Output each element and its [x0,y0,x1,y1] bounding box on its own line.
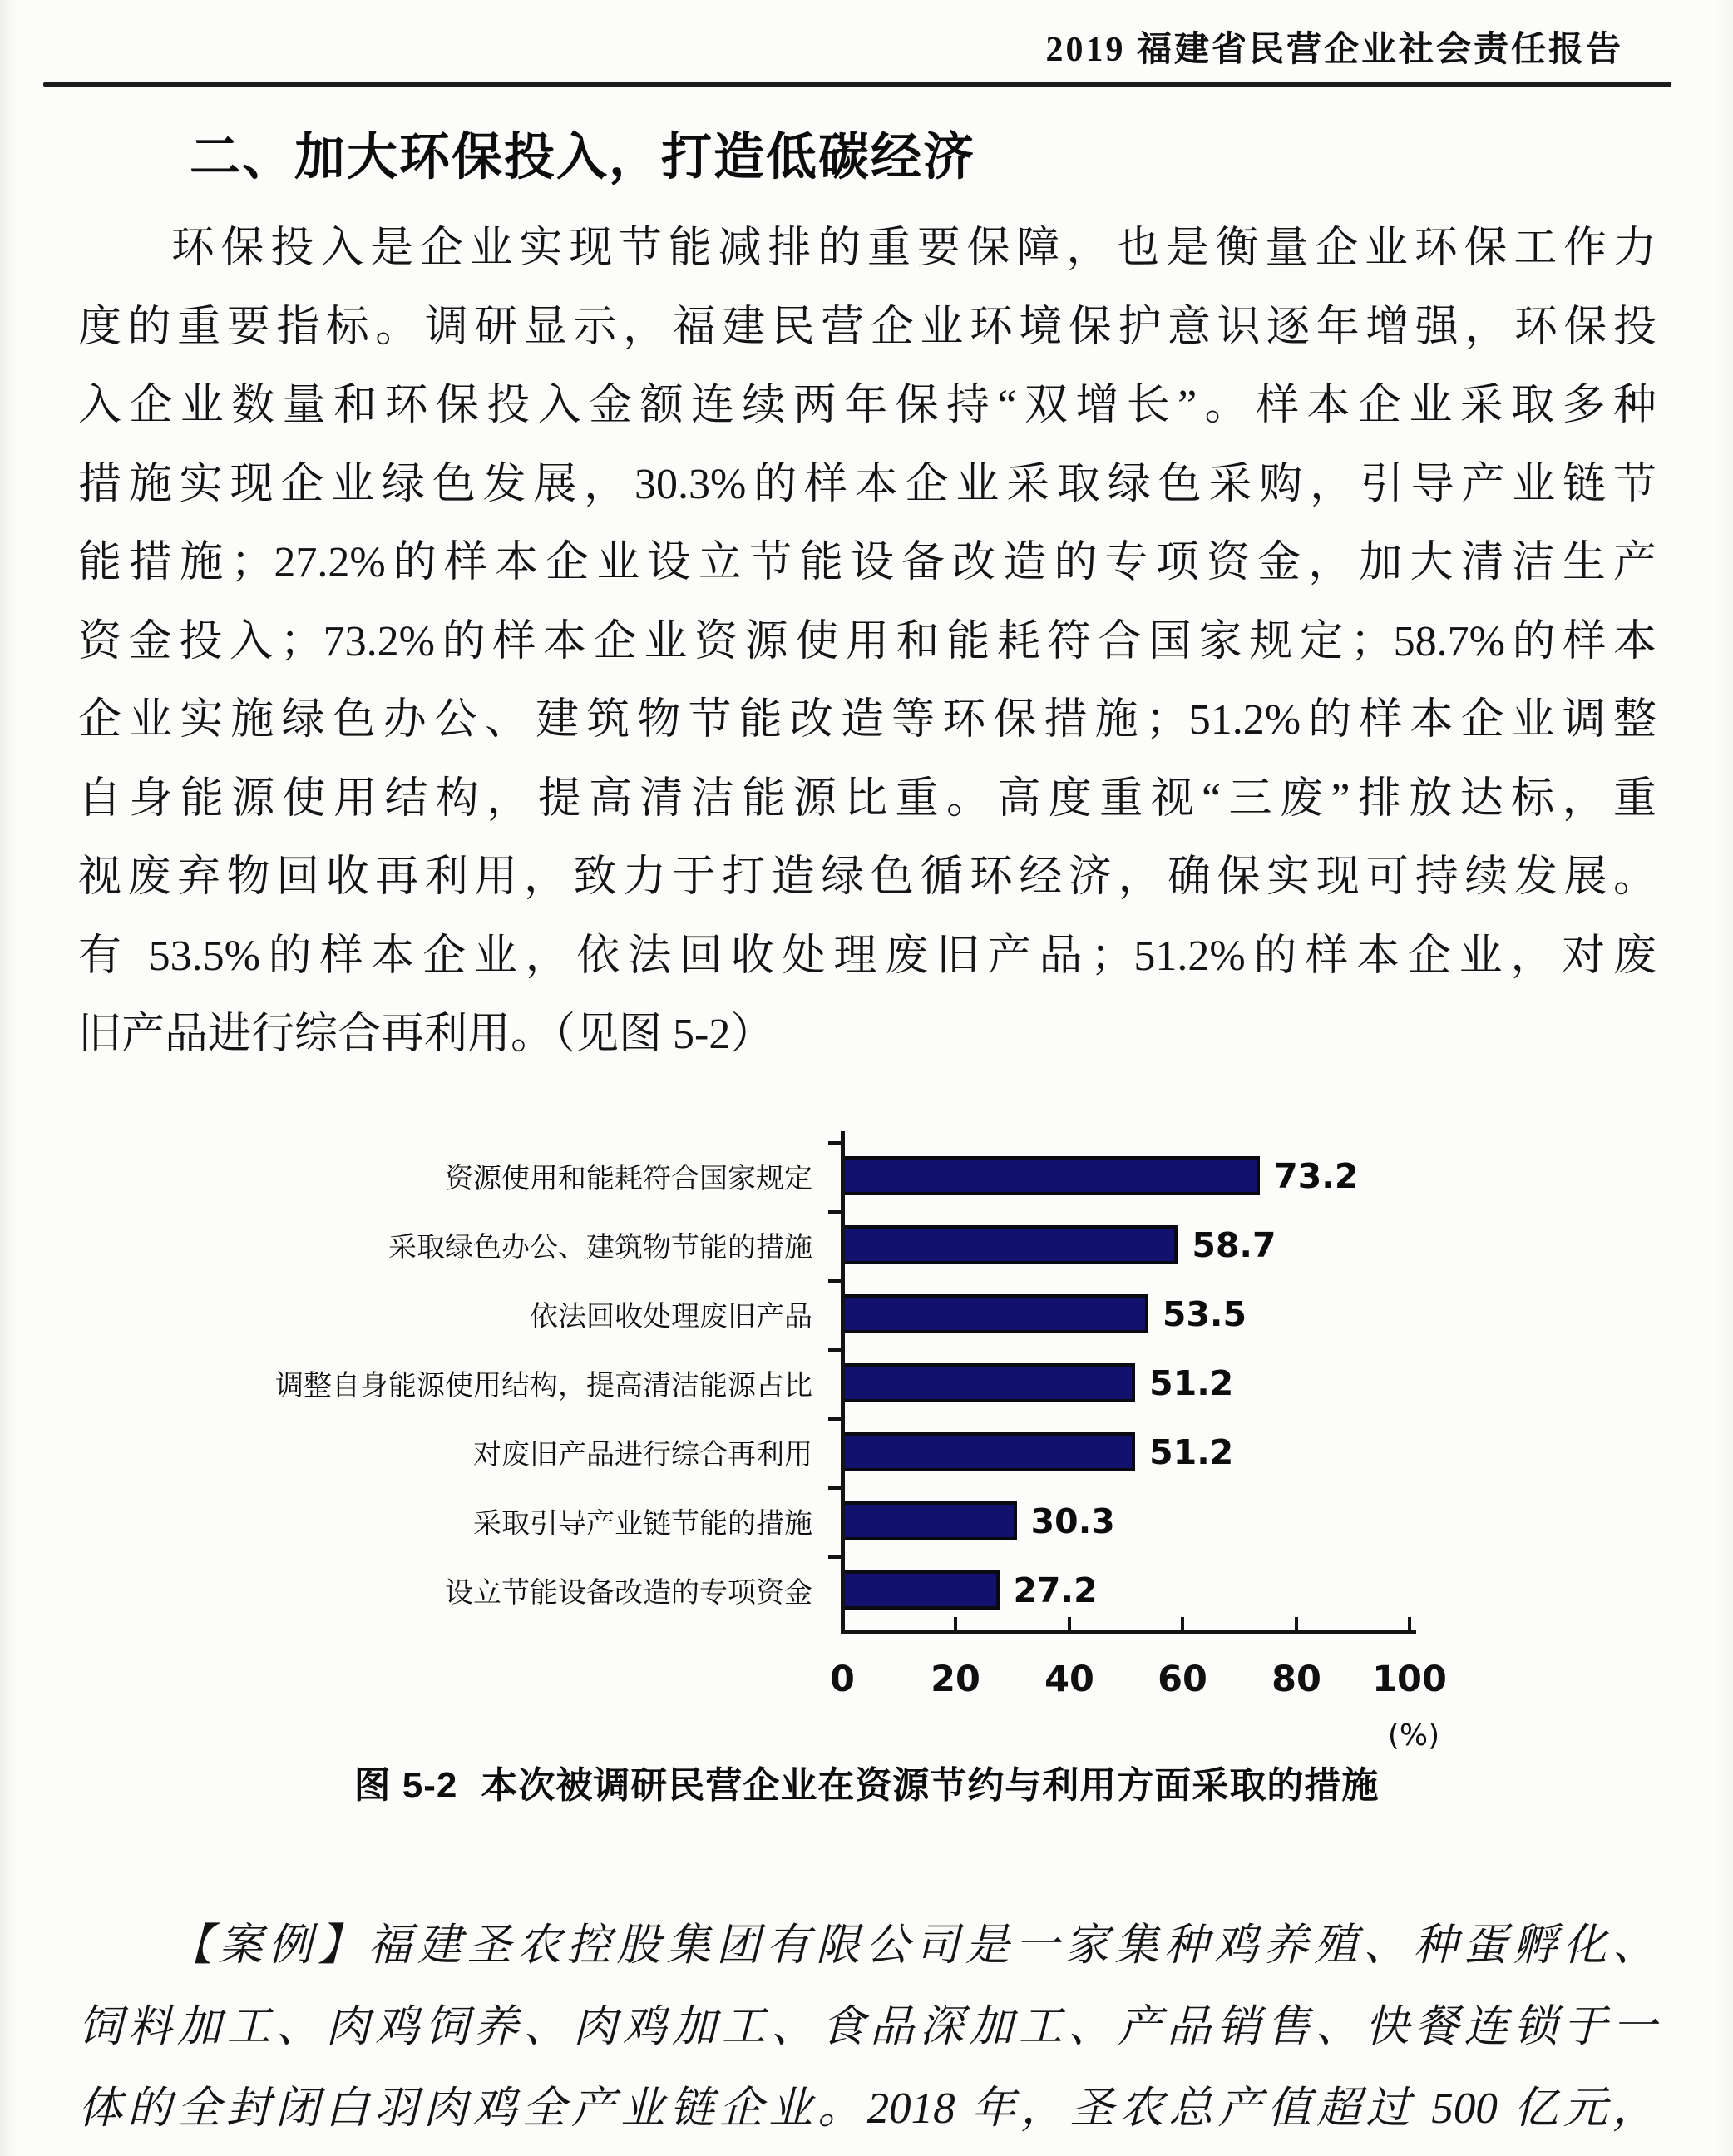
x-axis-tick [1408,1617,1411,1630]
x-tick-label: 60 [1158,1659,1207,1700]
x-axis-tick [1068,1617,1071,1630]
bar [845,1294,1148,1333]
bar [845,1501,1017,1540]
body-line: 有 53.5%的样本企业，依法回收处理废旧产品；51.2%的样本企业，对废 [78,932,1656,980]
figure-caption [0,1755,1733,1808]
bar-track [845,1555,1412,1624]
case-line: 【案例】福建圣农控股集团有限公司是一家集种鸡养殖、种蛋孵化、 [168,1921,1656,1970]
bar [845,1156,1260,1195]
body-line: 资金投入；73.2%的样本企业资源使用和能耗符合国家规定；58.7%的样本 [78,617,1656,665]
category-label: 资源使用和能耗符合国家规定 [445,1163,812,1194]
case-line: 体的全封闭白羽肉鸡全产业链企业。2018 年，圣农总产值超过 500 亿元， [78,2084,1656,2133]
bar-track [845,1210,1412,1279]
page-header-title: 2019 福建省民营企业社会责任报告 [1045,31,1623,69]
chart-row [0,1555,1733,1624]
body-line: 自身能源使用结构，提高清洁能源比重。高度重视“三废”排放达标，重 [78,774,1656,823]
category-label: 采取绿色办公、建筑物节能的措施 [388,1232,812,1263]
body-line: 环保投入是企业实现节能减排的重要保障，也是衡量企业环保工作力 [170,225,1656,272]
header-divider-rule [43,82,1671,87]
x-tick-label: 100 [1372,1659,1447,1700]
category-label: 调整自身能源使用结构，提高清洁能源占比 [275,1370,812,1402]
bar-track [845,1348,1412,1417]
value-label: 53.5 [1162,1293,1247,1334]
body-line: 措施实现企业绿色发展，30.3%的样本企业采取绿色采购，引导产业链节 [78,460,1656,508]
body-line: 企业实施绿色办公、建筑物节能改造等环保措施；51.2%的样本企业调整 [78,696,1656,744]
value-label: 58.7 [1192,1224,1276,1265]
case-line: 饲料加工、肉鸡饲养、肉鸡加工、食品深加工、产品销售、快餐连锁于一 [78,2003,1656,2051]
y-axis-tick [828,1348,841,1352]
x-tick-label: 80 [1271,1659,1321,1700]
x-axis-tick [1181,1617,1184,1630]
value-label: 51.2 [1149,1432,1234,1472]
chart-row [0,1486,1733,1555]
x-axis-tick [954,1617,957,1630]
bar-track [845,1141,1412,1210]
category-label: 对废旧产品进行综合再利用 [473,1439,812,1471]
bar-track [845,1279,1412,1348]
bar [845,1570,1000,1610]
x-tick-label: 40 [1044,1659,1094,1700]
x-axis-tick [1295,1617,1298,1630]
category-label: 采取引导产业链节能的措施 [473,1508,812,1540]
value-label: 51.2 [1149,1362,1234,1403]
y-axis-tick [828,1141,841,1145]
y-axis-tick [828,1486,841,1490]
y-axis-tick [828,1417,841,1421]
x-axis-unit-label: (%) [1387,1718,1440,1753]
case-study-paragraph [78,1905,1656,2149]
y-axis-tick [828,1555,841,1559]
body-line: 度的重要指标。调研显示，福建民营企业环境保护意识逐年增强，环保投 [78,303,1656,351]
value-label: 73.2 [1274,1155,1359,1196]
bar-track [845,1417,1412,1486]
chart-row [0,1141,1733,1210]
x-axis-line [841,1630,1416,1634]
chart-row [0,1348,1733,1417]
y-axis-line [841,1131,845,1634]
chart-row [0,1279,1733,1348]
body-line: 旧产品进行综合再利用。（见图 5-2） [78,1011,774,1058]
body-line: 能措施；27.2%的样本企业设立节能设备改造的专项资金，加大清洁生产 [78,539,1656,586]
body-paragraph [78,210,1656,1075]
chart-row [0,1417,1733,1486]
chart-row [0,1210,1733,1279]
y-axis-tick [828,1210,841,1214]
bar [845,1432,1135,1471]
bar [845,1363,1135,1402]
bar [845,1225,1178,1264]
value-label: 30.3 [1030,1501,1115,1541]
category-label: 依法回收处理废旧产品 [530,1301,812,1333]
x-tick-label: 20 [931,1659,980,1700]
y-axis-tick [828,1279,841,1283]
value-label: 27.2 [1013,1570,1098,1610]
body-line: 入企业数量和环保投入金额连续两年保持“双增长”。样本企业采取多种 [78,382,1656,429]
figure-caption-text: 本次被调研民营企业在资源节约与利用方面采取的措施 [481,1765,1380,1806]
x-tick-label: 0 [830,1659,855,1700]
body-line: 视废弃物回收再利用，致力于打造绿色循环经济，确保实现可持续发展。 [78,853,1656,901]
bar-track [845,1486,1412,1555]
section-heading: 二、加大环保投入，打造低碳经济 [190,128,976,185]
figure-caption-number: 图 5-2 [353,1765,458,1806]
category-label: 设立节能设备改造的专项资金 [445,1577,812,1609]
